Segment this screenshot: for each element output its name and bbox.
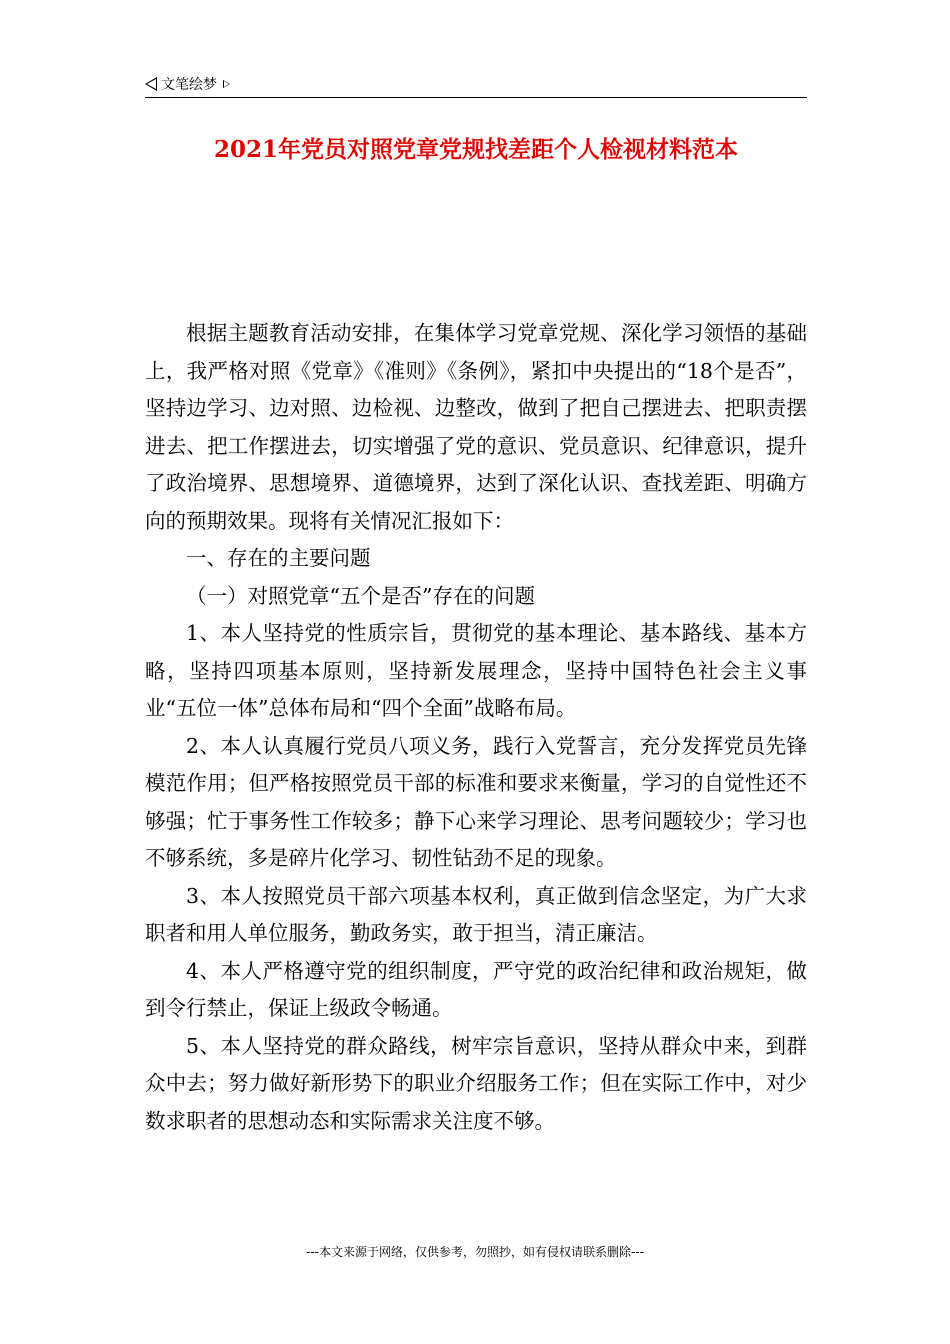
paragraph-item-5: 5、本人坚持党的群众路线，树牢宗旨意识，坚持从群众中来，到群众中去；努力做好新形势下的职业介绍服务工作；但在实际工作中，对少数求职者的思想动态和实际需求关注度不够。 <box>145 1033 807 1133</box>
page-header <box>145 74 807 98</box>
paragraph-item-2: 2、本人认真履行党员八项义务，践行入党誓言，充分发挥党员先锋模范作用；但严格按照党员干部的标准和要求来衡量，学习的自觉性还不够强；忙于事务性工作较多；静下心来学习理论、思考问题较少；学习也不够系统，多是碎片化学习、韧性钻劲不足的现象。 <box>145 733 807 870</box>
paragraph-item-4: 4、本人严格遵守党的组织制度，严守党的政治纪律和政治规矩，做到令行禁止，保证上级政令畅通。 <box>145 958 807 1020</box>
triangle-right-icon <box>223 80 230 88</box>
page-footer-note: ---本文来源于网络，仅供参考，勿照抄，如有侵权请联系删除--- <box>306 1245 644 1259</box>
header-divider <box>145 97 807 98</box>
paragraph-intro: 根据主题教育活动安排，在集体学习党章党规、深化学习领悟的基础上，我严格对照《党章》《准则》《条例》，紧扣中央提出的“18个是否”，坚持边学习、边对照、边检视、边整改，做到了把自己摆进去、把职责摆进去、把工作摆进去，切实增强了党的意识、党员意识、纪律意识，提升了政治境界、思想境界、道德境界，达到了深化认识、查找差距、明确方向的预期效果。现将有关情况汇报如下： <box>145 321 807 533</box>
document-body <box>145 315 807 1140</box>
paragraph-item-1: 1、本人坚持党的性质宗旨，贯彻党的基本理论、基本路线、基本方略，坚持四项基本原则，坚持新发展理念，坚持中国特色社会主义事业“五位一体”总体布局和“四个全面”战略布局。 <box>145 621 807 720</box>
document-title: 2021年党员对照党章党规找差距个人检视材料范本 <box>213 136 738 163</box>
section-heading: 一、存在的主要问题 <box>186 546 371 570</box>
paragraph-item-3: 3、本人按照党员干部六项基本权利，真正做到信念坚定，为广大求职者和用人单位服务，勤政务实，敢于担当，清正廉洁。 <box>145 883 807 945</box>
triangle-left-icon <box>145 77 157 91</box>
subsection-heading: （一）对照党章“五个是否”存在的问题 <box>186 583 535 608</box>
header-label: 文笔绘梦 <box>161 77 217 93</box>
